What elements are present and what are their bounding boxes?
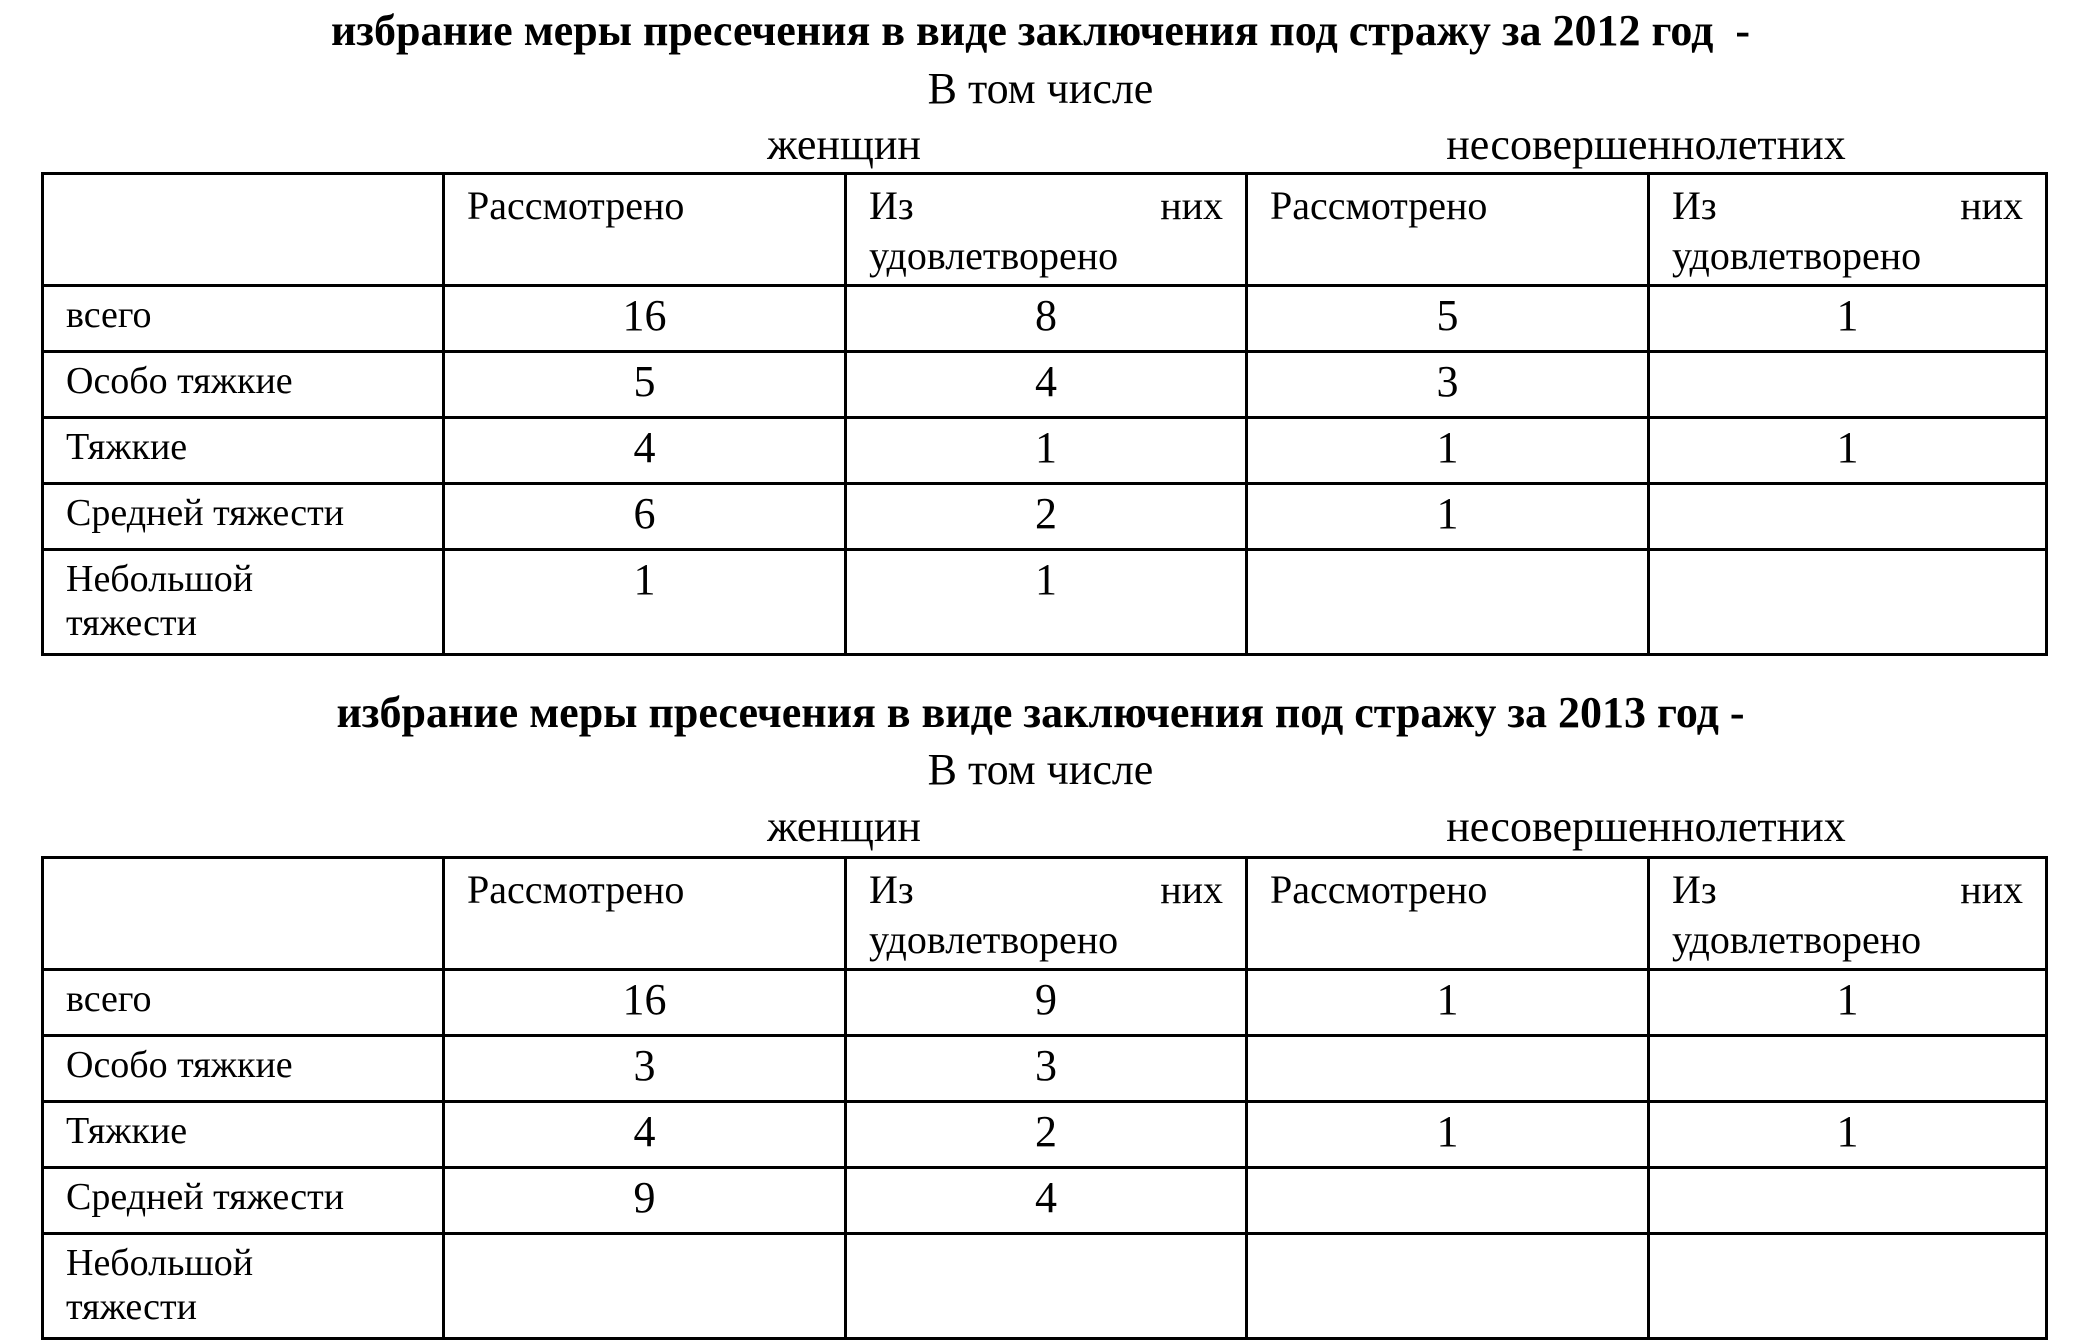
- table-row: [43, 1168, 2047, 1234]
- header-row: [43, 858, 2047, 970]
- group-label-women: женщин: [767, 802, 921, 851]
- row-label: Особо тяжкие: [43, 1036, 444, 1102]
- table-row: [43, 1102, 2047, 1168]
- cell-women-considered: 6: [444, 484, 846, 550]
- table-title: избрание меры пресечения в виде заключения под стражу за 2013 год -: [336, 688, 1745, 737]
- cell-women-granted: 4: [846, 352, 1247, 418]
- header-granted-word-2: них: [1160, 867, 1223, 912]
- cell-minors-considered: [1247, 1234, 1649, 1339]
- cell-minors-considered: [1247, 1168, 1649, 1234]
- header-granted-word-3: удовлетворено: [1672, 917, 1922, 962]
- cell-minors-considered: 5: [1247, 286, 1649, 352]
- header-minors-considered: Рассмотрено: [1247, 174, 1649, 286]
- header-granted-word-2: них: [1960, 183, 2023, 228]
- cell-minors-granted: [1649, 1234, 2047, 1339]
- cell-minors-considered: [1247, 550, 1649, 655]
- cell-minors-granted: [1649, 1036, 2047, 1102]
- header-granted-word-1: Из: [869, 183, 914, 228]
- header-minors-granted: [1649, 174, 2047, 286]
- group-label-women: женщин: [767, 120, 921, 169]
- cell-minors-granted: 1: [1649, 1102, 2047, 1168]
- table-subtitle: В том числе: [927, 64, 1154, 113]
- row-label: Тяжкие: [43, 418, 444, 484]
- cell-women-granted: 2: [846, 1102, 1247, 1168]
- cell-women-considered: 9: [444, 1168, 846, 1234]
- table-title: избрание меры пресечения в виде заключения под стражу за 2012 год -: [330, 6, 1751, 55]
- header-granted-word-1: Из: [1672, 867, 1717, 912]
- row-label-line-1: Небольшой: [66, 1242, 254, 1284]
- header-row: [43, 174, 2047, 286]
- table-row: [43, 1234, 2047, 1339]
- cell-minors-granted: 1: [1649, 286, 2047, 352]
- header-granted-word-3: удовлетворено: [1672, 233, 1922, 278]
- cell-women-considered: 16: [444, 970, 846, 1036]
- row-label: Средней тяжести: [43, 484, 444, 550]
- cell-women-considered: 16: [444, 286, 846, 352]
- cell-women-granted: 4: [846, 1168, 1247, 1234]
- cell-minors-considered: 1: [1247, 418, 1649, 484]
- cell-minors-granted: [1649, 550, 2047, 655]
- cell-women-granted: [846, 1234, 1247, 1339]
- cell-women-considered: 3: [444, 1036, 846, 1102]
- data-table-2013: [41, 856, 2048, 1340]
- row-label: всего: [43, 286, 444, 352]
- row-label-line-1: Небольшой: [66, 558, 254, 600]
- cell-women-considered: 1: [444, 550, 846, 655]
- header-women-granted: [846, 858, 1247, 970]
- header-women-considered: Рассмотрено: [444, 174, 846, 286]
- cell-minors-considered: 1: [1247, 1102, 1649, 1168]
- row-label: всего: [43, 970, 444, 1036]
- cell-women-considered: [444, 1234, 846, 1339]
- table-subtitle: В том числе: [927, 745, 1154, 794]
- row-label-line-2: тяжести: [66, 1286, 197, 1328]
- header-granted-word-3: удовлетворено: [869, 917, 1119, 962]
- table-row: [43, 484, 2047, 550]
- table-row: [43, 970, 2047, 1036]
- header-granted-word-2: них: [1160, 183, 1223, 228]
- header-minors-considered: Рассмотрено: [1247, 858, 1649, 970]
- table-row: [43, 418, 2047, 484]
- table-row: [43, 286, 2047, 352]
- cell-minors-considered: 1: [1247, 484, 1649, 550]
- header-minors-granted: [1649, 858, 2047, 970]
- header-women-granted: [846, 174, 1247, 286]
- table-row: [43, 352, 2047, 418]
- cell-minors-granted: 1: [1649, 970, 2047, 1036]
- row-label-line-2: тяжести: [66, 602, 197, 644]
- row-label: [43, 1234, 444, 1339]
- header-granted-word-3: удовлетворено: [869, 233, 1119, 278]
- data-table-2012: [41, 172, 2048, 656]
- cell-women-considered: 4: [444, 1102, 846, 1168]
- cell-minors-granted: 1: [1649, 418, 2047, 484]
- cell-women-granted: 3: [846, 1036, 1247, 1102]
- cell-minors-granted: [1649, 1168, 2047, 1234]
- header-empty-cell: [43, 858, 444, 970]
- header-empty-cell: [43, 174, 444, 286]
- group-label-minors: несовершеннолетних: [1446, 802, 1846, 851]
- cell-minors-considered: 1: [1247, 970, 1649, 1036]
- cell-women-granted: 2: [846, 484, 1247, 550]
- cell-women-granted: 8: [846, 286, 1247, 352]
- cell-women-granted: 9: [846, 970, 1247, 1036]
- cell-women-granted: 1: [846, 418, 1247, 484]
- row-label: Особо тяжкие: [43, 352, 444, 418]
- header-granted-word-1: Из: [869, 867, 914, 912]
- cell-women-considered: 4: [444, 418, 846, 484]
- cell-minors-considered: 3: [1247, 352, 1649, 418]
- cell-minors-granted: [1649, 352, 2047, 418]
- header-granted-word-1: Из: [1672, 183, 1717, 228]
- table-row: [43, 1036, 2047, 1102]
- header-women-considered: Рассмотрено: [444, 858, 846, 970]
- cell-minors-granted: [1649, 484, 2047, 550]
- cell-minors-considered: [1247, 1036, 1649, 1102]
- table-row: [43, 550, 2047, 655]
- row-label: Средней тяжести: [43, 1168, 444, 1234]
- cell-women-granted: 1: [846, 550, 1247, 655]
- header-granted-word-2: них: [1960, 867, 2023, 912]
- row-label: Тяжкие: [43, 1102, 444, 1168]
- group-label-minors: несовершеннолетних: [1446, 120, 1846, 169]
- row-label: [43, 550, 444, 655]
- cell-women-considered: 5: [444, 352, 846, 418]
